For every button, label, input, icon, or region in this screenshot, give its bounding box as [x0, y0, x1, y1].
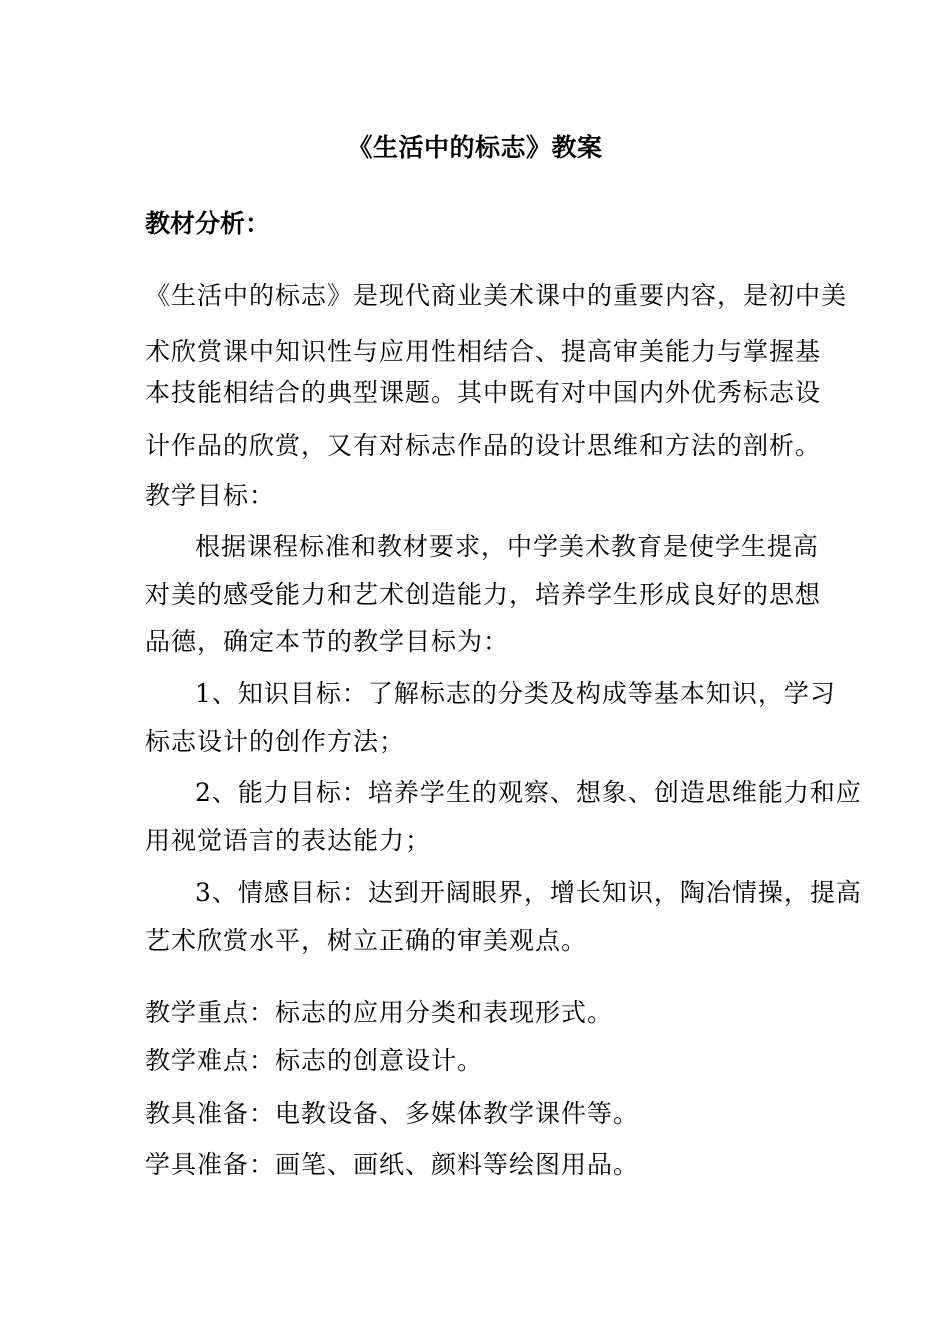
analysis-line: 本技能相结合的典型课题。其中既有对中国内外优秀标志设	[145, 378, 822, 407]
analysis-line: 《生活中的标志》是现代商业美术课中的重要内容，是初中美	[145, 281, 848, 310]
goals-intro-line: 根据课程标准和教材要求，中学美术教育是使学生提高	[195, 532, 820, 561]
analysis-line: 计作品的欣赏，又有对标志作品的设计思维和方法的剖析。	[145, 431, 822, 460]
goal-emotion-line: 艺术欣赏水平，树立正确的审美观点。	[145, 926, 588, 955]
goal-ability-line: 用视觉语言的表达能力；	[145, 826, 432, 855]
teacher-tools: 教具准备：电教设备、多媒体教学课件等。	[145, 1099, 640, 1128]
document-title: 《生活中的标志》教案	[347, 133, 603, 162]
goal-knowledge-line: 1、知识目标：了解标志的分类及构成等基本知识，学习	[195, 679, 836, 708]
goal-knowledge-line: 标志设计的创作方法；	[145, 727, 406, 756]
section-heading-analysis: 教材分析：	[145, 209, 271, 238]
goals-intro-line: 品德，确定本节的教学目标为：	[145, 627, 510, 656]
goal-ability-line: 2、能力目标：培养学生的观察、想象、创造思维能力和应	[195, 778, 862, 807]
goal-emotion-line: 3、情感目标：达到开阔眼界，增长知识，陶冶情操，提高	[195, 878, 862, 907]
teaching-difficulty: 教学难点：标志的创意设计。	[145, 1046, 484, 1075]
analysis-line: 术欣赏课中知识性与应用性相结合、提高审美能力与掌握基	[145, 337, 822, 366]
teaching-key-point: 教学重点：标志的应用分类和表现形式。	[145, 998, 614, 1027]
student-tools: 学具准备：画笔、画纸、颜料等绘图用品。	[145, 1150, 640, 1179]
goals-intro-line: 对美的感受能力和艺术创造能力，培养学生形成良好的思想	[145, 580, 822, 609]
goals-heading: 教学目标：	[145, 481, 276, 510]
